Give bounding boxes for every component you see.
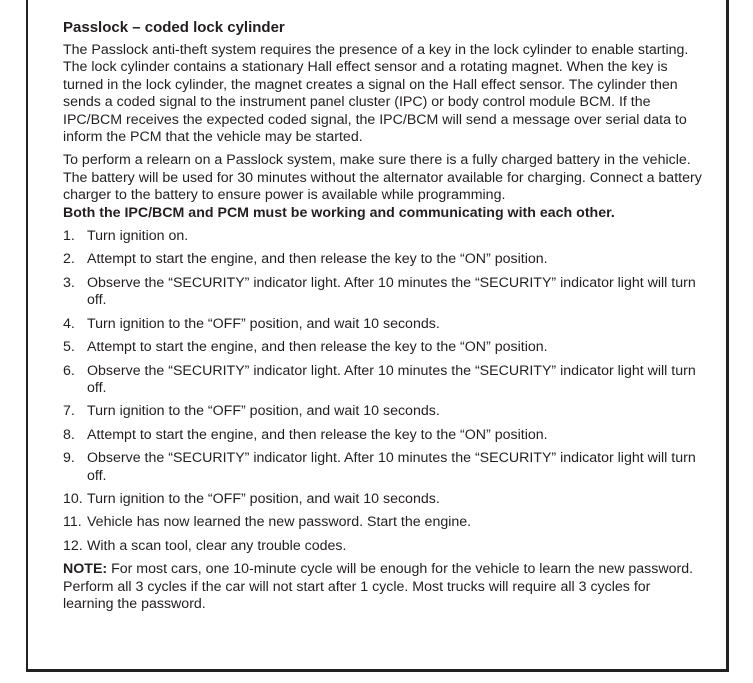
- list-item: [63, 427, 703, 444]
- list-item: [63, 450, 703, 485]
- step-number: 3.: [63, 274, 75, 291]
- step-number: 10.: [63, 490, 83, 507]
- list-item: [63, 275, 703, 310]
- relearn-warning: Both the IPC/BCM and PCM must be working and communicating with each other.: [63, 204, 615, 221]
- step-number: 1.: [63, 228, 75, 245]
- list-item: [63, 251, 703, 268]
- list-item: [63, 363, 703, 398]
- step-number: 11.: [63, 514, 82, 531]
- step-text: Turn ignition on.: [87, 228, 189, 245]
- note-label: NOTE:: [63, 561, 108, 578]
- step-text: Attempt to start the engine, and then release the key to the “ON” position.: [87, 426, 548, 443]
- section-title: Passlock – coded lock cylinder: [63, 19, 285, 36]
- step-number: 9.: [63, 450, 75, 467]
- list-item: [63, 538, 703, 555]
- step-number: 5.: [63, 339, 75, 356]
- step-text: Observe the “SECURITY” indicator light. After 10 minutes the “SECURITY” indicator light will turn off.: [87, 450, 696, 484]
- step-number: 2.: [63, 251, 75, 268]
- step-number: 7.: [63, 403, 75, 420]
- step-text: Attempt to start the engine, and then release the key to the “ON” position.: [87, 251, 548, 268]
- step-number: 12.: [63, 537, 83, 554]
- list-item: [63, 514, 703, 531]
- relearn-text: To perform a relearn on a Passlock system, make sure there is a fully charged battery in the vehicle. The battery will be used for 30 minutes without the alternator available for charging. Connect a battery charger to the battery to ensure power is available while programming.: [63, 152, 702, 204]
- note-text: For most cars, one 10-minute cycle will be enough for the vehicle to learn the new password. Perform all 3 cycles if the car will not start after 1 cycle. Most trucks will require all 3 cycles for learning the password.: [63, 561, 694, 612]
- steps-list: [63, 228, 703, 555]
- step-number: 6.: [63, 362, 75, 379]
- step-text: Turn ignition to the “OFF” position, and wait 10 seconds.: [87, 315, 440, 332]
- step-text: Observe the “SECURITY” indicator light. After 10 minutes the “SECURITY” indicator light will turn off.: [87, 362, 696, 396]
- step-text: Observe the “SECURITY” indicator light. After 10 minutes the “SECURITY” indicator light will turn off.: [87, 274, 696, 309]
- step-text: With a scan tool, clear any trouble codes.: [87, 537, 347, 554]
- list-item: [63, 403, 703, 420]
- step-text: Turn ignition to the “OFF” position, and wait 10 seconds.: [87, 403, 440, 420]
- step-text: Turn ignition to the “OFF” position, and wait 10 seconds.: [87, 490, 440, 507]
- document-content: [63, 18, 703, 619]
- note: [63, 561, 703, 613]
- paragraph-intro: The Passlock anti-theft system requires the presence of a key in the lock cylinder to enable starting. The lock cylinder contains a stationary Hall effect sensor and a rotating magnet. When the key is turned in the lock cylinder, the magnet creates a signal on the Hall effect sensor. The cylinder then sends a coded signal to the instrument panel cluster (IPC) or body control module BCM. If the IPC/BCM receives the expected coded signal, the IPC/BCM will send a message over serial data to inform the PCM that the vehicle may be started.: [63, 42, 689, 146]
- list-item: [63, 228, 703, 245]
- list-item: [63, 491, 703, 508]
- step-text: Attempt to start the engine, and then release the key to the “ON” position.: [87, 339, 548, 356]
- step-text: Vehicle has now learned the new password. Start the engine.: [87, 514, 472, 531]
- step-number: 4.: [63, 315, 75, 332]
- list-item: [63, 339, 703, 356]
- list-item: [63, 316, 703, 333]
- paragraph-relearn: [63, 152, 703, 222]
- step-number: 8.: [63, 426, 75, 443]
